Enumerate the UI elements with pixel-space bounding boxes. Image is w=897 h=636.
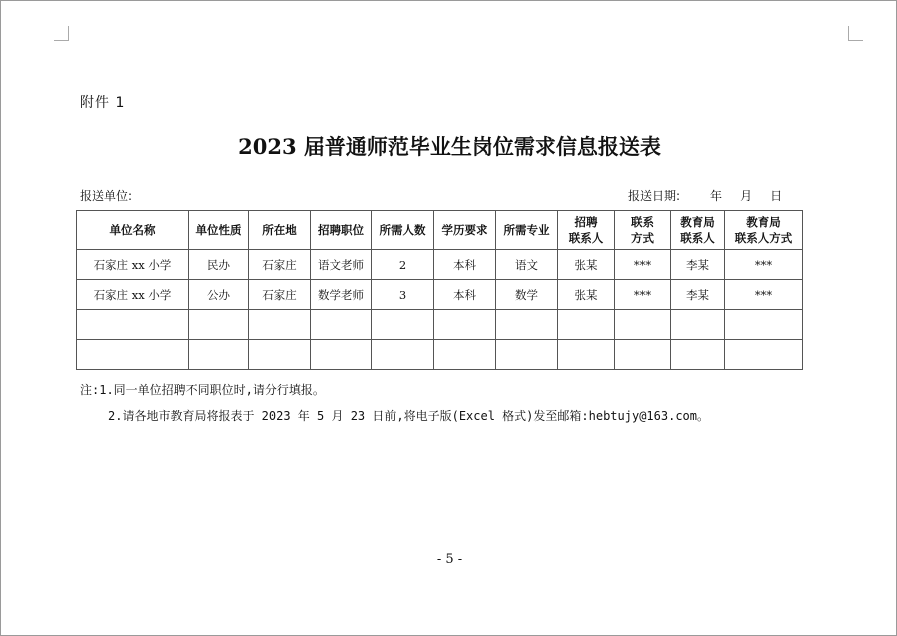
note-2: 2.请各地市教育局将报表于 2023 年 5 月 23 日前,将电子版(Excel 格式)发至邮箱:hebtujy@163.com。 (108, 409, 709, 423)
table-cell: 语文老师 (311, 250, 372, 280)
corner-crop-mark-left (54, 26, 69, 41)
demand-info-table (76, 210, 803, 370)
table-row (77, 250, 803, 280)
table-cell: *** (615, 280, 671, 310)
table-cell: 数学老师 (311, 280, 372, 310)
table-cell (725, 310, 803, 340)
header-cell: 单位名称 (77, 211, 189, 250)
reporting-date-label: 报送日期: (628, 189, 681, 203)
table-cell (249, 310, 311, 340)
table-cell (496, 340, 558, 370)
table-cell (615, 340, 671, 370)
table-cell (372, 310, 434, 340)
header-cell: 教育局 联系人 (671, 211, 725, 250)
header-cell: 招聘 联系人 (558, 211, 615, 250)
table-row (77, 340, 803, 370)
table-cell: 李某 (671, 280, 725, 310)
page-number: - 5 - (436, 552, 463, 567)
header-cell: 所在地 (249, 211, 311, 250)
table-cell (671, 340, 725, 370)
table-cell (249, 340, 311, 370)
date-month-label: 月 (740, 189, 753, 203)
table-cell: 石家庄 (249, 250, 311, 280)
table-cell: *** (725, 280, 803, 310)
header-cell: 学历要求 (434, 211, 496, 250)
table-row (77, 280, 803, 310)
table-cell (434, 340, 496, 370)
table-cell (615, 310, 671, 340)
table-cell (311, 310, 372, 340)
table-cell (558, 340, 615, 370)
table-cell: 3 (372, 280, 434, 310)
notes-section (80, 377, 709, 429)
table-header-row (77, 211, 803, 250)
header-cell: 所需人数 (372, 211, 434, 250)
table-cell: 石家庄 xx 小学 (77, 250, 189, 280)
table-cell: 语文 (496, 250, 558, 280)
table-cell: 数学 (496, 280, 558, 310)
header-cell: 所需专业 (496, 211, 558, 250)
table-cell: 石家庄 xx 小学 (77, 280, 189, 310)
reporting-unit-label: 报送单位: (80, 189, 133, 203)
header-cell: 教育局 联系人方式 (725, 211, 803, 250)
table-cell: 李某 (671, 250, 725, 280)
table-cell (77, 340, 189, 370)
header-cell: 招聘职位 (311, 211, 372, 250)
reporting-date (628, 187, 782, 204)
date-year-label: 年 (710, 189, 723, 203)
header-cell: 联系 方式 (615, 211, 671, 250)
table-cell (372, 340, 434, 370)
table-cell (77, 310, 189, 340)
note-1: 注:1.同一单位招聘不同职位时,请分行填报。 (80, 383, 325, 397)
document-title: 2023 届普通师范毕业生岗位需求信息报送表 (238, 134, 661, 159)
table-cell (189, 340, 249, 370)
table-cell: 张某 (558, 250, 615, 280)
table-cell: 张某 (558, 280, 615, 310)
table-cell: *** (725, 250, 803, 280)
table-cell (558, 310, 615, 340)
header-cell: 单位性质 (189, 211, 249, 250)
table-cell: 2 (372, 250, 434, 280)
table-cell: 本科 (434, 280, 496, 310)
table-cell (496, 310, 558, 340)
table-row (77, 310, 803, 340)
table-cell: 民办 (189, 250, 249, 280)
table-cell (671, 310, 725, 340)
attachment-label: 附件 1 (80, 95, 126, 111)
table-cell: 本科 (434, 250, 496, 280)
table-cell: 石家庄 (249, 280, 311, 310)
corner-crop-mark-right (848, 26, 863, 41)
table-cell (434, 310, 496, 340)
table-cell (725, 340, 803, 370)
table-cell: *** (615, 250, 671, 280)
table-cell (189, 310, 249, 340)
table-cell (311, 340, 372, 370)
table-cell: 公办 (189, 280, 249, 310)
date-day-label: 日 (770, 189, 783, 203)
